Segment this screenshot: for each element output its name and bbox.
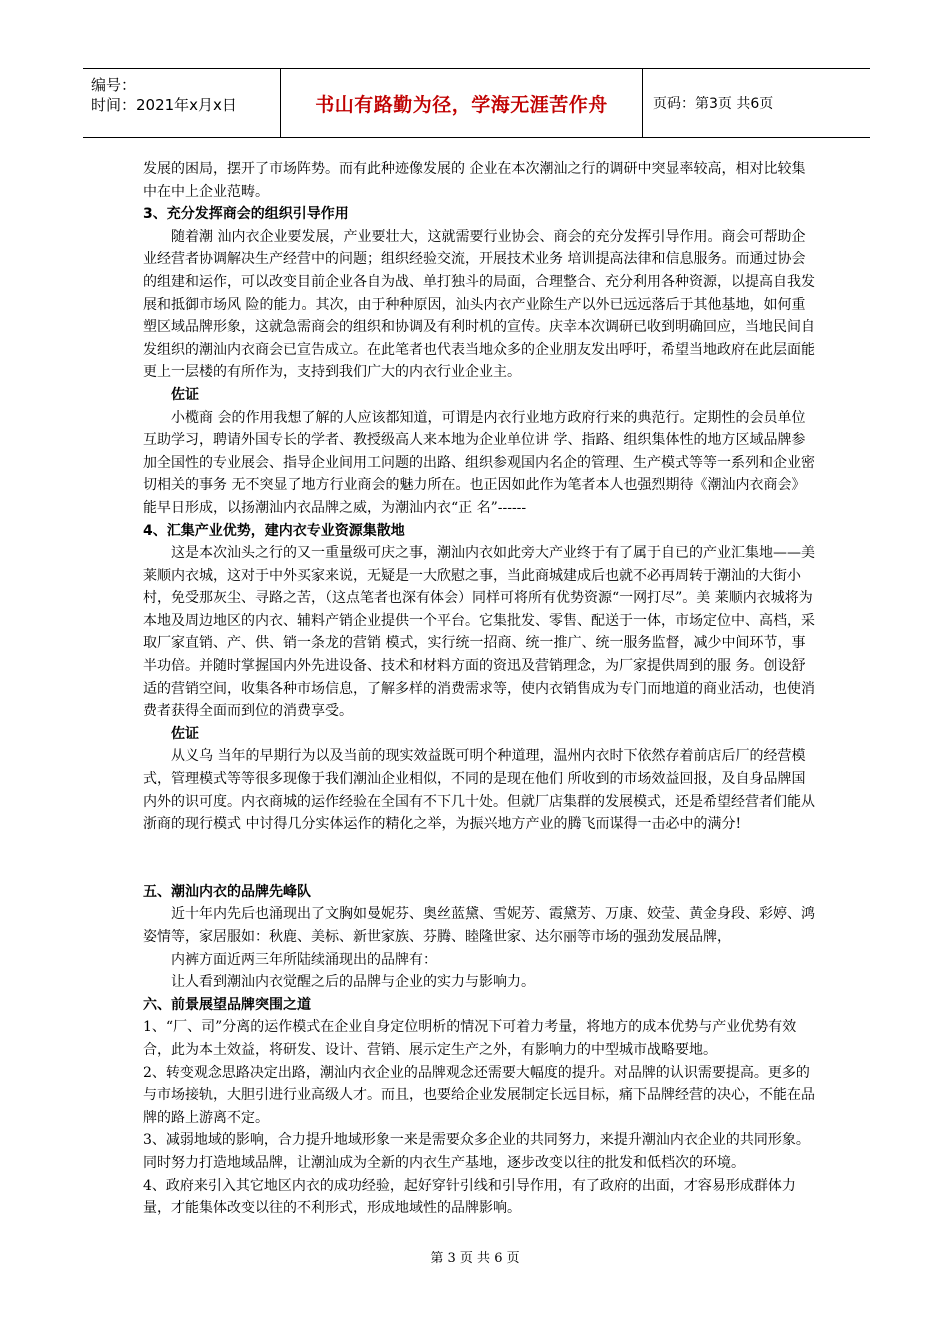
list-item: 4、政府来引入其它地区内衣的成功经验，起好穿针引线和引导作用，有了政府的出面，才容易形成群体力量，才能集体改变以往的不利形式，形成地域性的品牌影响。 xyxy=(143,1177,796,1217)
paragraph: 随着潮 汕内衣企业要发展，产业要壮大，这就需要行业协会、商会的充分发挥引导作用。商会可帮助企业经营者协调解决生产经营中的问题；组织经验交流，开展技术业务 培训提高法律和信息服务。而通过协会的组建和运作，可以改变目前企业各自为战、单打独斗的局面，合理整合、充分利用各种资源，以提高自我发展和抵御市场风 险的能力。其次，由于种种原因，汕头内衣产业除生产以外已远远落后于其他基地，如何重塑区域品牌形象，这就急需商会的组织和协调及有利时机的宣传。庆幸本次调研已收到明确回应，当地民间自发组织的潮汕内衣商会已宣告成立。在此笔者也代表当地众多的企业朋友发出呼吁，希望当地政府在此层面能更上一层楼的有所作为，支持到我们广大的内衣行业企业主。 xyxy=(143,228,815,381)
paragraph: 发展的困局，摆开了市场阵势。而有此种迹像发展的 企业在本次潮汕之行的调研中突显率较高，相对比较集中在中上企业范畴。 xyxy=(143,161,806,200)
paragraph: 让人看到潮汕内衣觉醒之后的品牌与企业的实力与影响力。 xyxy=(171,974,535,991)
paragraph: 小榄商 会的作用我想了解的人应该都知道，可谓是内衣行业地方政府行来的典范行。定期性的会员单位互助学习，聘请外国专长的学者、教授级高人来本地为企业单位讲 学、指路、组织集体性的地方区域品牌参加全国性的专业展会、指导企业间用工问题的出路、组织参观国内名企的管理、生产模式等等一系列和企业密切相关的事务 无不突显了地方行业商会的魅力所在。也正因如此作为笔者本人也强烈期待《潮汕内衣商会》能早日形成，以扬潮汕内衣品牌之威，为潮汕内衣“正 名”------ xyxy=(143,409,815,516)
list-item: 2、转变观念思路决定出路，潮汕内衣企业的品牌观念还需要大幅度的提升。对品牌的认识需要提高。更多的与市场接轨，大胆引进行业高级人才。而且，也要给企业发展制定长远目标，痛下品牌经营的决心，不能在品牌的路上游离不定。 xyxy=(143,1064,815,1126)
paragraph: 内裤方面近两三年所陆续涌现出的品牌有： xyxy=(171,951,437,968)
document-number-label: 编号： xyxy=(91,76,137,94)
evidence-label: 佐证 xyxy=(171,725,199,742)
header-meta xyxy=(91,75,237,115)
page-footer: 第 3 页 共 6 页 xyxy=(430,1251,520,1266)
spacer xyxy=(143,836,815,881)
section-heading: 五、潮汕内衣的品牌先峰队 xyxy=(143,883,311,900)
page-header xyxy=(83,68,870,138)
document-body xyxy=(143,158,815,1220)
section-heading: 4、汇集产业优势，建内衣专业资源集散地 xyxy=(143,522,405,539)
section-heading: 3、充分发挥商会的组织引导作用 xyxy=(143,206,349,223)
paragraph: 近十年内先后也涌现出了文胸如曼妮芬、奥丝蓝黛、雪妮芳、霞黛芳、万康、姣莹、黄金身段、彩婷、鸿姿情等，家居服如：秋鹿、美标、新世家族、芬腾、睦隆世家、达尔丽等市场的强劲发展品牌， xyxy=(143,906,815,945)
paragraph: 这是本次汕头之行的又一重量级可庆之事，潮汕内衣如此旁大产业终于有了属于自已的产业汇集地——美莱顺内衣城，这对于中外买家来说，无疑是一大欣慰之事，当此商城建成后也就不必再周转于潮汕的大街小村，免受那灰尘、寻路之苦，（这点笔者也深有体会）同样可将所有优势资源“一网打尽”。美 莱顺内衣城将为本地及周边地区的内衣、辅料产销企业提供一个平台。它集批发、零售、配送于一体，市场定位中、高档，采取厂家直销、产、供、销一条龙的营销 模式，实行统一招商、统一推广、统一服务监督，减少中间环节，事半功倍。并随时掌握国内外先进设备、技术和材料方面的资迅及营销理念，为厂家提供周到的服 务。创设舒适的营销空间，收集各种市场信息，了解多样的消费需求等，使内衣销售成为专门而地道的商业活动，也使消费者获得全面而到位的消费享受。 xyxy=(143,545,815,720)
evidence-label: 佐证 xyxy=(171,386,199,403)
header-motto-box xyxy=(280,69,643,137)
document-time-label: 时间：2021年x月x日 xyxy=(91,96,237,114)
list-item: 3、减弱地域的影响，合力提升地域形象一来是需要众多企业的共同努力，来提升潮汕内衣企业的共同形象。同时努力打造地域品牌，让潮汕成为全新的内衣生产基地，逐步改变以往的批发和低档次的环境。 xyxy=(143,1132,810,1171)
header-page-number: 页码：第3页 共6页 xyxy=(653,96,774,112)
paragraph: 从义乌 当年的早期行为以及当前的现实效益既可明个种道理，温州内衣时下依然存着前店后厂的经营模式，管理模式等等很多现像于我们潮汕企业相似，不同的是现在他们 所收到的市场效益回报，及自身品牌国内外的识可度。内衣商城的运作经验在全国有不下几十处。但就厂店集群的发展模式，还是希望经营者们能从浙商的现行模式 中讨得几分实体运作的精化之举，为振兴地方产业的腾飞而谋得一击必中的满分! xyxy=(143,748,815,833)
list-item: 1、“厂、司”分离的运作模式在企业自身定位明析的情况下可着力考量，将地方的成本优势与产业优势有效合，此为本土效益，将研发、设计、营销、展示定生产之外，有影响力的中型城市战略要地。 xyxy=(143,1019,797,1058)
section-heading: 六、前景展望品牌突围之道 xyxy=(143,996,311,1013)
header-motto: 书山有路勤为径，学海无涯苦作舟 xyxy=(315,93,608,116)
